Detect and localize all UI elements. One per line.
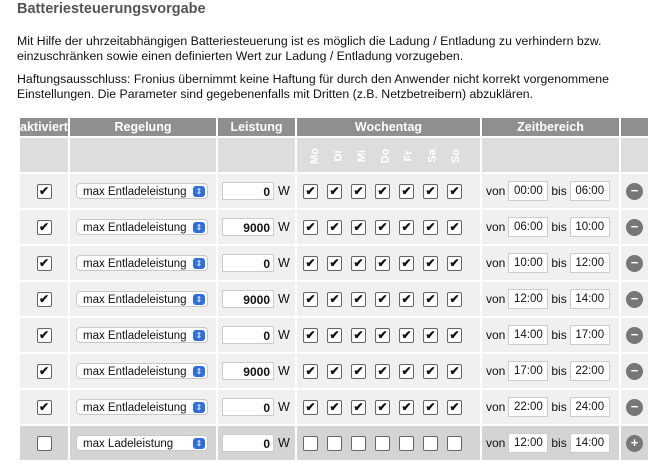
header-action <box>621 118 648 136</box>
remove-row-button[interactable]: − <box>626 183 643 200</box>
to-time-input[interactable]: 14:00 <box>570 433 610 453</box>
table-header-row <box>20 118 648 136</box>
weekday-checkbox-fr[interactable]: ✔ <box>399 292 414 307</box>
active-cell <box>20 282 68 316</box>
weekday-checkbox-sa[interactable]: ✔ <box>423 256 438 271</box>
header-timerange: Zeitbereich <box>482 118 619 136</box>
active-cell <box>20 210 68 244</box>
weekday-label-row <box>20 138 648 172</box>
rule-cell <box>70 210 216 244</box>
weekday-checkbox-mi[interactable] <box>351 436 366 451</box>
rule-cell <box>70 390 216 424</box>
weekday-checkbox-sa[interactable] <box>423 436 438 451</box>
weekday-checkbox-sa[interactable]: ✔ <box>423 292 438 307</box>
action-cell <box>621 390 648 424</box>
weekday-checkbox-di[interactable]: ✔ <box>327 400 342 415</box>
select-arrows-icon: ⇕ <box>193 258 205 269</box>
schedule-table <box>18 116 650 462</box>
action-cell <box>621 354 648 388</box>
from-label: von <box>486 400 506 414</box>
weekday-label-di <box>327 150 351 162</box>
header-active: aktiviert <box>20 120 68 134</box>
time-cell <box>482 390 619 424</box>
rule-cell <box>70 426 216 460</box>
to-label: bis <box>551 436 567 450</box>
rule-cell <box>70 354 216 388</box>
weekday-label-text: So <box>449 148 462 164</box>
power-input[interactable]: 9000 <box>222 290 274 308</box>
from-label: von <box>486 292 506 306</box>
to-time-input[interactable]: 17:00 <box>570 325 610 345</box>
weekday-checkbox-do[interactable]: ✔ <box>375 256 390 271</box>
weekday-cell <box>297 210 480 244</box>
weekday-label-text: Sa <box>426 149 439 163</box>
weekday-checkbox-sa[interactable]: ✔ <box>423 400 438 415</box>
weekday-checkbox-mo[interactable]: ✔ <box>303 364 318 379</box>
power-input[interactable]: 0 <box>222 434 274 452</box>
action-cell <box>621 426 648 460</box>
power-cell <box>218 210 295 244</box>
rule-select[interactable] <box>76 363 208 379</box>
weekday-cell <box>297 246 480 280</box>
active-checkbox[interactable] <box>37 436 52 451</box>
weekday-checkbox-di[interactable]: ✔ <box>327 184 342 199</box>
weekday-checkbox-fr[interactable]: ✔ <box>399 400 414 415</box>
weekday-checkbox-fr[interactable] <box>399 436 414 451</box>
weekday-label-mi <box>350 150 374 162</box>
weekday-cell <box>297 174 480 208</box>
from-label: von <box>486 220 506 234</box>
schedule-row <box>20 282 648 316</box>
schedule-row <box>20 426 648 460</box>
weekday-checkbox-fr[interactable]: ✔ <box>399 256 414 271</box>
weekday-label-sa <box>421 150 445 162</box>
select-arrows-icon: ⇕ <box>193 366 205 377</box>
weekday-checkbox-so[interactable]: ✔ <box>447 256 462 271</box>
from-label: von <box>486 364 506 378</box>
weekday-checkbox-sa[interactable]: ✔ <box>423 220 438 235</box>
weekday-checkbox-sa[interactable]: ✔ <box>423 328 438 343</box>
from-label: von <box>486 256 506 270</box>
action-cell <box>621 174 648 208</box>
weekday-checkbox-so[interactable]: ✔ <box>447 364 462 379</box>
to-label: bis <box>551 364 567 378</box>
power-input[interactable]: 0 <box>222 398 274 416</box>
weekday-checkbox-mo[interactable] <box>303 436 318 451</box>
weekday-labels <box>297 138 480 172</box>
remove-row-button[interactable]: − <box>626 255 643 272</box>
weekday-label-text: Do <box>379 148 392 164</box>
rule-select[interactable] <box>76 291 208 307</box>
weekday-checkbox-sa[interactable]: ✔ <box>423 364 438 379</box>
time-cell <box>482 426 619 460</box>
rule-select-value: max Entladeleistung <box>83 258 187 270</box>
weekday-checkbox-do[interactable]: ✔ <box>375 220 390 235</box>
from-time-input[interactable]: 17:00 <box>508 361 548 381</box>
weekday-checkbox-do[interactable]: ✔ <box>375 400 390 415</box>
remove-row-button[interactable]: − <box>626 327 643 344</box>
from-label: von <box>486 184 506 198</box>
to-label: bis <box>551 292 567 306</box>
weekday-checkbox-fr[interactable]: ✔ <box>399 184 414 199</box>
active-checkbox[interactable]: ✔ <box>37 256 52 271</box>
schedule-rows <box>20 174 648 460</box>
remove-row-button[interactable]: − <box>626 291 643 308</box>
weekday-checkbox-mo[interactable]: ✔ <box>303 328 318 343</box>
weekday-checkbox-fr[interactable]: ✔ <box>399 220 414 235</box>
to-time-input[interactable]: 14:00 <box>570 289 610 309</box>
weekday-checkbox-do[interactable]: ✔ <box>375 364 390 379</box>
weekday-checkbox-di[interactable]: ✔ <box>327 328 342 343</box>
weekday-checkbox-di[interactable]: ✔ <box>327 292 342 307</box>
weekday-checkbox-so[interactable] <box>447 436 462 451</box>
rule-select[interactable] <box>76 435 208 451</box>
weekday-checkbox-do[interactable] <box>375 436 390 451</box>
to-label: bis <box>551 220 567 234</box>
select-arrows-icon: ⇕ <box>193 438 205 449</box>
header-weekday: Wochentag <box>297 118 480 136</box>
schedule-row <box>20 246 648 280</box>
weekday-checkbox-mo[interactable]: ✔ <box>303 400 318 415</box>
time-cell <box>482 282 619 316</box>
weekday-checkbox-di[interactable]: ✔ <box>327 256 342 271</box>
rule-select[interactable] <box>76 255 208 271</box>
power-cell <box>218 282 295 316</box>
rule-cell <box>70 246 216 280</box>
weekday-label-text: Di <box>332 150 345 162</box>
to-label: bis <box>551 184 567 198</box>
active-checkbox[interactable]: ✔ <box>37 328 52 343</box>
active-cell <box>20 426 68 460</box>
action-cell <box>621 246 648 280</box>
weekday-cell <box>297 426 480 460</box>
power-input[interactable]: 9000 <box>222 218 274 236</box>
schedule-row <box>20 318 648 352</box>
from-time-input[interactable]: 06:00 <box>508 217 548 237</box>
weekday-label-so <box>444 150 468 162</box>
weekday-checkbox-mo[interactable]: ✔ <box>303 184 318 199</box>
to-time-input[interactable]: 12:00 <box>570 253 610 273</box>
rule-cell <box>70 282 216 316</box>
action-cell <box>621 318 648 352</box>
active-checkbox[interactable]: ✔ <box>37 400 52 415</box>
weekday-checkbox-so[interactable]: ✔ <box>447 184 462 199</box>
weekday-checkbox-do[interactable]: ✔ <box>375 328 390 343</box>
to-label: bis <box>551 400 567 414</box>
weekday-checkbox-fr[interactable]: ✔ <box>399 364 414 379</box>
from-label: von <box>486 328 506 342</box>
intro-text: Mit Hilfe der uhrzeitabhängigen Batteriesteuerung ist es möglich die Ladung / Entladung zu verhindern bzw. einzuschränken sowie einen definierten Wert zur Ladung / Entladung vorzugeben. <box>17 34 602 63</box>
weekday-checkbox-do[interactable]: ✔ <box>375 292 390 307</box>
add-row-button[interactable]: + <box>626 435 643 452</box>
from-time-input[interactable]: 12:00 <box>508 433 548 453</box>
remove-row-button[interactable]: − <box>626 219 643 236</box>
rule-cell <box>70 318 216 352</box>
rule-select-value: max Ladeleistung <box>83 438 174 450</box>
power-cell <box>218 426 295 460</box>
weekday-checkbox-so[interactable]: ✔ <box>447 328 462 343</box>
weekday-cell <box>297 318 480 352</box>
rule-select[interactable] <box>76 183 208 199</box>
weekday-checkbox-so[interactable]: ✔ <box>447 220 462 235</box>
active-cell <box>20 318 68 352</box>
select-arrows-icon: ⇕ <box>193 330 205 341</box>
to-time-input[interactable]: 22:00 <box>570 361 610 381</box>
weekday-checkbox-mi[interactable]: ✔ <box>351 256 366 271</box>
weekday-label-fr <box>397 150 421 162</box>
weekday-checkbox-mi[interactable]: ✔ <box>351 328 366 343</box>
from-time-input[interactable]: 00:00 <box>508 181 548 201</box>
remove-row-button[interactable]: − <box>626 399 643 416</box>
rule-cell <box>70 174 216 208</box>
power-input[interactable]: 9000 <box>222 362 274 380</box>
action-cell <box>621 210 648 244</box>
power-unit: W <box>278 436 290 450</box>
power-input[interactable]: 0 <box>222 254 274 272</box>
to-label: bis <box>551 328 567 342</box>
schedule-row <box>20 174 648 208</box>
select-arrows-icon: ⇕ <box>193 402 205 413</box>
from-time-input[interactable]: 14:00 <box>508 325 548 345</box>
active-checkbox[interactable]: ✔ <box>37 184 52 199</box>
from-label: von <box>486 436 506 450</box>
weekday-cell <box>297 282 480 316</box>
disclaimer-text: Haftungsausschluss: Fronius übernimmt keine Haftung für durch den Anwender nicht korrekt vorgenommene Einstellungen. Die Parameter sind gegebenenfalls mit Dritten (z.B. Netzbetreibern) abzuklären. <box>17 72 609 101</box>
weekday-checkbox-mo[interactable]: ✔ <box>303 256 318 271</box>
header-rule: Regelung <box>70 118 216 136</box>
weekday-checkbox-do[interactable]: ✔ <box>375 184 390 199</box>
select-arrows-icon: ⇕ <box>193 222 205 233</box>
power-cell <box>218 174 295 208</box>
rule-select-value: max Entladeleistung <box>83 366 187 378</box>
weekday-checkbox-so[interactable]: ✔ <box>447 400 462 415</box>
time-cell <box>482 246 619 280</box>
weekday-label-text: Mi <box>355 149 368 163</box>
power-cell <box>218 246 295 280</box>
schedule-row <box>20 354 648 388</box>
power-cell <box>218 318 295 352</box>
power-unit: W <box>278 184 290 198</box>
time-cell <box>482 210 619 244</box>
weekday-checkbox-di[interactable] <box>327 436 342 451</box>
weekday-cell <box>297 390 480 424</box>
weekday-checkbox-mo[interactable]: ✔ <box>303 220 318 235</box>
rule-select[interactable] <box>76 399 208 415</box>
power-unit: W <box>278 292 290 306</box>
power-cell <box>218 354 295 388</box>
weekday-label-text: Fr <box>402 150 415 162</box>
action-cell <box>621 282 648 316</box>
to-time-input[interactable]: 24:00 <box>570 397 610 417</box>
rule-select-value: max Entladeleistung <box>83 402 187 414</box>
to-time-input[interactable]: 06:00 <box>570 181 610 201</box>
weekday-label-mo <box>303 150 327 162</box>
rule-select-value: max Entladeleistung <box>83 330 187 342</box>
power-input[interactable]: 0 <box>222 326 274 344</box>
remove-row-button[interactable]: − <box>626 363 643 380</box>
from-time-input[interactable]: 22:00 <box>508 397 548 417</box>
power-input[interactable]: 0 <box>222 182 274 200</box>
schedule-row <box>20 210 648 244</box>
weekday-checkbox-di[interactable]: ✔ <box>327 220 342 235</box>
header-power: Leistung <box>218 118 295 136</box>
power-unit: W <box>278 328 290 342</box>
weekday-checkbox-mi[interactable]: ✔ <box>351 220 366 235</box>
active-checkbox[interactable]: ✔ <box>37 220 52 235</box>
power-cell <box>218 390 295 424</box>
from-time-input[interactable]: 12:00 <box>508 289 548 309</box>
weekday-checkbox-mi[interactable]: ✔ <box>351 184 366 199</box>
from-time-input[interactable]: 10:00 <box>508 253 548 273</box>
weekday-checkbox-fr[interactable]: ✔ <box>399 328 414 343</box>
active-cell <box>20 246 68 280</box>
weekday-label-do <box>374 150 398 162</box>
weekday-checkbox-mi[interactable]: ✔ <box>351 364 366 379</box>
select-arrows-icon: ⇕ <box>193 294 205 305</box>
power-unit: W <box>278 400 290 414</box>
rule-select[interactable] <box>76 327 208 343</box>
time-cell <box>482 354 619 388</box>
active-cell <box>20 390 68 424</box>
weekday-checkbox-di[interactable]: ✔ <box>327 364 342 379</box>
weekday-checkbox-mi[interactable]: ✔ <box>351 292 366 307</box>
weekday-checkbox-so[interactable]: ✔ <box>447 292 462 307</box>
power-unit: W <box>278 364 290 378</box>
active-checkbox[interactable]: ✔ <box>37 292 52 307</box>
time-cell <box>482 174 619 208</box>
weekday-cell <box>297 354 480 388</box>
weekday-checkbox-mo[interactable]: ✔ <box>303 292 318 307</box>
active-checkbox[interactable]: ✔ <box>37 364 52 379</box>
active-cell <box>20 354 68 388</box>
power-unit: W <box>278 220 290 234</box>
select-arrows-icon: ⇕ <box>193 186 205 197</box>
to-time-input[interactable]: 10:00 <box>570 217 610 237</box>
weekday-checkbox-sa[interactable]: ✔ <box>423 184 438 199</box>
page-title: Batteriesteuerungsvorgabe <box>17 1 206 17</box>
active-cell <box>20 174 68 208</box>
to-label: bis <box>551 256 567 270</box>
rule-select[interactable] <box>76 219 208 235</box>
schedule-row <box>20 390 648 424</box>
weekday-label-text: Mo <box>308 148 321 164</box>
power-unit: W <box>278 256 290 270</box>
weekday-checkbox-mi[interactable]: ✔ <box>351 400 366 415</box>
rule-select-value: max Entladeleistung <box>83 186 187 198</box>
rule-select-value: max Entladeleistung <box>83 222 187 234</box>
time-cell <box>482 318 619 352</box>
rule-select-value: max Entladeleistung <box>83 294 187 306</box>
